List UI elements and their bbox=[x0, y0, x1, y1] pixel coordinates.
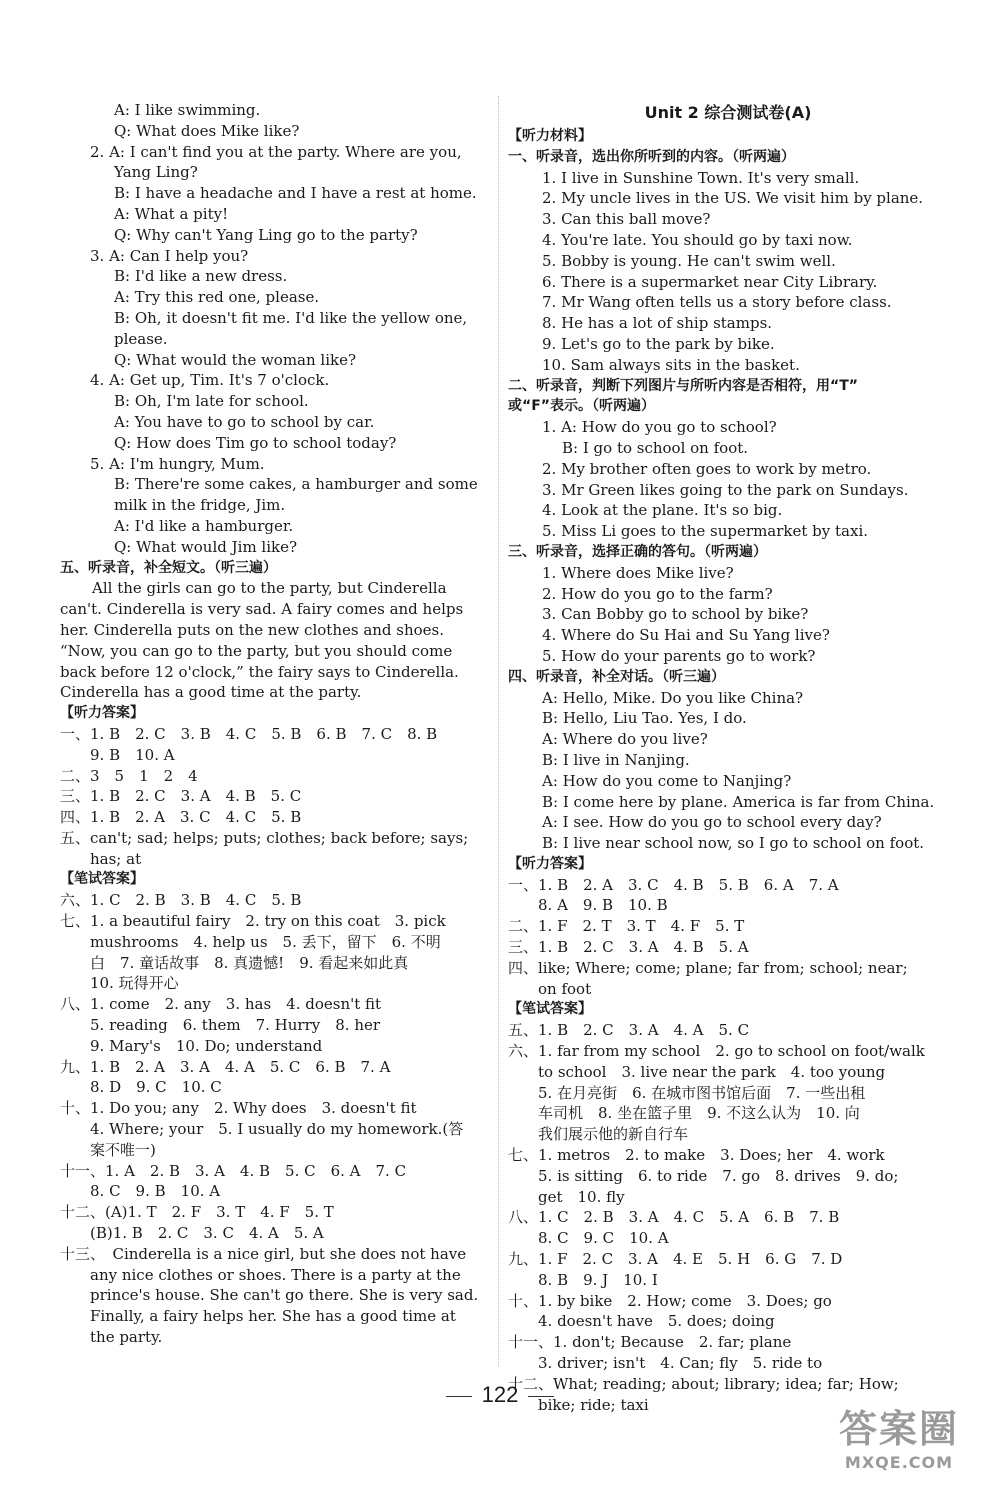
text-line: A: Where do you live? bbox=[542, 730, 708, 749]
text-line: any nice clothes or shoes. There is a party at the bbox=[90, 1265, 461, 1284]
text-line: B: I come here by plane. America is far from China. bbox=[542, 792, 935, 811]
text-line: her. Cinderella puts on the new clothes and shoes. bbox=[60, 620, 445, 639]
text-line: Q: How does Tim go to school today? bbox=[114, 433, 397, 452]
text-line: 10. 玩得开心 bbox=[90, 974, 179, 993]
text-line: 4. doesn't have 5. does; doing bbox=[538, 1312, 775, 1331]
text-line: 四、1. B 2. A 3. C 4. C 5. B bbox=[60, 808, 302, 827]
section-heading: 四、听录音，补全对话。（听三遍） bbox=[508, 668, 725, 685]
text-line: 七、1. a beautiful fairy 2. try on this coat 3. pick bbox=[60, 912, 446, 931]
text-line: Q: What does Mike like? bbox=[114, 121, 300, 140]
text-line: to school 3. live near the park 4. too young bbox=[538, 1062, 886, 1081]
section-heading: 【听力答案】 bbox=[60, 705, 144, 722]
text-line: B: Hello, Liu Tao. Yes, I do. bbox=[542, 709, 747, 728]
text-line: 一、1. B 2. C 3. B 4. C 5. B 6. B 7. C 8. B bbox=[60, 724, 438, 743]
text-line: 八、1. come 2. any 3. has 4. doesn't fit bbox=[60, 995, 382, 1014]
text-line: 9. B 10. A bbox=[90, 745, 175, 764]
text-line: 五、1. B 2. C 3. A 4. A 5. C bbox=[508, 1021, 750, 1040]
text-line: 十一、1. A 2. B 3. A 4. B 5. C 6. A 7. C bbox=[60, 1161, 407, 1180]
text-line: the party. bbox=[90, 1328, 163, 1347]
text-line: 6. There is a supermarket near City Library. bbox=[542, 272, 878, 291]
text-line: 二、3 5 1 2 4 bbox=[60, 766, 198, 785]
watermark-url: MXQE.COM bbox=[844, 1453, 954, 1472]
text-line: 三、1. B 2. C 3. A 4. B 5. A bbox=[508, 938, 749, 957]
text-line: 3. Can this ball move? bbox=[542, 210, 711, 229]
text-line: “Now, you can go to the party, but you should come bbox=[60, 641, 453, 660]
text-line: Q: What would Jim like? bbox=[114, 537, 298, 556]
text-line: A: I'd like a hamburger. bbox=[114, 516, 294, 535]
text-line: 十三、 Cinderella is a nice girl, but she does not have bbox=[60, 1244, 467, 1263]
text-line: 六、1. far from my school 2. go to school on foot/walk bbox=[508, 1042, 925, 1061]
text-line: 5. How do your parents go to work? bbox=[542, 646, 816, 665]
text-line: has; at bbox=[90, 849, 142, 868]
text-line: Finally, a fairy helps her. She has a good time at bbox=[90, 1307, 456, 1326]
text-line: 白 7. 童话故事 8. 真遗憾! 9. 看起来如此真 bbox=[90, 953, 409, 972]
watermark bbox=[814, 1398, 984, 1472]
text-line: 一、1. B 2. A 3. C 4. B 5. B 6. A 7. A bbox=[508, 875, 839, 894]
text-line: 三、1. B 2. C 3. A 4. B 5. C bbox=[60, 787, 302, 806]
text-line: B: I have a headache and I have a rest at home. bbox=[114, 184, 477, 203]
page-number: 122 bbox=[430, 1382, 570, 1408]
text-line: 8. D 9. C 10. C bbox=[90, 1078, 222, 1097]
text-line: 8. He has a lot of ship stamps. bbox=[542, 314, 773, 333]
text-line: 五、can't; sad; helps; puts; clothes; back before; says; bbox=[60, 828, 469, 847]
right-column bbox=[508, 100, 948, 1415]
text-line: 车司机 8. 坐在篮子里 9. 不这么认为 10. 向 bbox=[538, 1104, 860, 1123]
text-line: 十二、(A)1. T 2. F 3. T 4. F 5. T bbox=[60, 1203, 334, 1222]
section-heading: 五、听录音，补全短文。（听三遍） bbox=[60, 559, 277, 576]
section-heading: 【笔试答案】 bbox=[60, 871, 144, 888]
text-line: 4. Where; your 5. I usually do my homework.(答 bbox=[90, 1120, 464, 1139]
text-line: A: How do you come to Nanjing? bbox=[542, 771, 792, 790]
text-line: 1. Where does Mike live? bbox=[542, 563, 734, 582]
text-line: 3. A: Can I help you? bbox=[90, 246, 249, 265]
text-line: All the girls can go to the party, but Cinderella bbox=[92, 579, 447, 598]
text-line: 九、1. F 2. C 3. A 4. E 5. H 6. G 7. D bbox=[508, 1250, 843, 1269]
text-line: mushrooms 4. help us 5. 丢下，留下 6. 不明 bbox=[90, 932, 441, 951]
text-line: B: I go to school on foot. bbox=[562, 438, 749, 457]
text-line: (B)1. B 2. C 3. C 4. A 5. A bbox=[90, 1224, 324, 1243]
text-line: 5. 在月亮街 6. 在城市图书馆后面 7. 一些出租 bbox=[538, 1083, 866, 1102]
text-line: Cinderella has a good time at the party. bbox=[60, 683, 362, 702]
text-line: 5. reading 6. them 7. Hurry 8. her bbox=[90, 1016, 381, 1035]
text-line: 9. Mary's 10. Do; understand bbox=[90, 1036, 323, 1055]
text-line: 9. Let's go to the park by bike. bbox=[542, 334, 775, 353]
text-line: prince's house. She can't go there. She is very sad. bbox=[90, 1286, 479, 1305]
text-line: B: I live near school now, so I go to school on foot. bbox=[542, 834, 925, 853]
section-heading: 一、听录音，选出你所听到的内容。（听两遍） bbox=[508, 148, 795, 165]
text-line: Q: Why can't Yang Ling go to the party? bbox=[114, 225, 418, 244]
text-line: 5. Bobby is young. He can't swim well. bbox=[542, 251, 836, 270]
text-line: 四、like; Where; come; plane; far from; school; near; bbox=[508, 958, 908, 977]
text-line: 1. I live in Sunshine Town. It's very small. bbox=[542, 168, 860, 187]
text-line: A: Hello, Mike. Do you like China? bbox=[542, 688, 804, 707]
text-line: 六、1. C 2. B 3. B 4. C 5. B bbox=[60, 891, 302, 910]
text-line: 1. A: How do you go to school? bbox=[542, 418, 777, 437]
text-line: 4. You're late. You should go by taxi now. bbox=[542, 230, 853, 249]
text-line: B: There're some cakes, a hamburger and some bbox=[114, 475, 478, 494]
text-line: 2. My uncle lives in the US. We visit him by plane. bbox=[542, 189, 924, 208]
text-line: A: Try this red one, please. bbox=[114, 288, 320, 307]
text-line: 8. C 9. B 10. A bbox=[90, 1182, 221, 1201]
text-line: B: I live in Nanjing. bbox=[542, 750, 690, 769]
unit-title: Unit 2 综合测试卷(A) bbox=[644, 103, 812, 122]
text-line: A: I see. How do you go to school every day? bbox=[542, 813, 882, 832]
text-line: 案不唯一) bbox=[90, 1140, 156, 1159]
text-line: 十、1. by bike 2. How; come 3. Does; go bbox=[508, 1291, 832, 1310]
text-line: 4. Look at the plane. It's so big. bbox=[542, 501, 783, 520]
text-line: 5. is sitting 6. to ride 7. go 8. drives 9. do; bbox=[538, 1166, 899, 1185]
section-heading: 二、听录音，判断下列图片与所听内容是否相符，用“T” bbox=[508, 377, 858, 394]
text-line: B: Oh, I'm late for school. bbox=[114, 392, 309, 411]
text-line: 8. B 9. J 10. I bbox=[538, 1270, 658, 1289]
text-line: 2. My brother often goes to work by metro. bbox=[542, 459, 872, 478]
text-line: Yang Ling? bbox=[114, 163, 198, 182]
left-column bbox=[60, 100, 492, 1348]
text-line: 七、1. metros 2. to make 3. Does; her 4. work bbox=[508, 1146, 885, 1165]
text-line: 3. Mr Green likes going to the park on Sundays. bbox=[542, 480, 909, 499]
text-line: can't. Cinderella is very sad. A fairy comes and helps bbox=[60, 600, 464, 619]
text-line: 3. Can Bobby go to school by bike? bbox=[542, 605, 809, 624]
column-divider bbox=[498, 96, 499, 1366]
text-line: Q: What would the woman like? bbox=[114, 350, 357, 369]
text-line: on foot bbox=[538, 979, 592, 998]
text-line: 3. driver; isn't 4. Can; fly 5. ride to bbox=[538, 1354, 823, 1373]
text-line: 7. Mr Wang often tells us a story before class. bbox=[542, 293, 892, 312]
text-line: 我们展示他的新自行车 bbox=[538, 1125, 689, 1144]
text-line: 十二、What; reading; about; library; idea; far; How; bbox=[508, 1374, 899, 1393]
text-line: bike; ride; taxi bbox=[538, 1395, 649, 1414]
text-line: 8. C 9. C 10. A bbox=[538, 1229, 669, 1248]
text-line: 4. Where do Su Hai and Su Yang live? bbox=[542, 626, 830, 645]
section-heading: 或“F”表示。（听两遍） bbox=[508, 398, 655, 415]
section-heading: 【听力材料】 bbox=[508, 128, 592, 144]
text-line: get 10. fly bbox=[538, 1187, 625, 1206]
text-line: 5. Miss Li goes to the supermarket by taxi. bbox=[542, 522, 869, 541]
text-line: 十一、1. don't; Because 2. far; plane bbox=[508, 1333, 792, 1352]
text-line: B: I'd like a new dress. bbox=[114, 267, 288, 286]
text-line: A: You have to go to school by car. bbox=[114, 412, 375, 431]
text-line: 2. A: I can't find you at the party. Where are you, bbox=[90, 142, 462, 161]
section-heading: 【笔试答案】 bbox=[508, 1001, 592, 1018]
text-line: 8. A 9. B 10. B bbox=[538, 896, 668, 915]
text-line: 九、1. B 2. A 3. A 4. A 5. C 6. B 7. A bbox=[60, 1057, 391, 1076]
section-heading: 【听力答案】 bbox=[508, 855, 592, 872]
text-line: back before 12 o'clock,” the fairy says to Cinderella. bbox=[60, 662, 459, 681]
text-line: please. bbox=[114, 329, 168, 348]
text-line: B: Oh, it doesn't fit me. I'd like the yellow one, bbox=[114, 308, 468, 327]
text-line: 5. A: I'm hungry, Mum. bbox=[90, 454, 265, 473]
text-line: 2. How do you go to the farm? bbox=[542, 584, 773, 603]
text-line: milk in the fridge, Jim. bbox=[114, 496, 286, 515]
text-line: 二、1. F 2. T 3. T 4. F 5. T bbox=[508, 917, 745, 936]
text-line: A: I like swimming. bbox=[114, 101, 261, 119]
section-heading: 三、听录音，选择正确的答句。（听两遍） bbox=[508, 543, 767, 560]
text-line: A: What a pity! bbox=[114, 204, 229, 223]
text-line: 十、1. Do you; any 2. Why does 3. doesn't fit bbox=[60, 1099, 417, 1118]
watermark-logo: 答案圈 bbox=[838, 1407, 959, 1451]
text-line: 10. Sam always sits in the basket. bbox=[542, 355, 800, 374]
text-line: 4. A: Get up, Tim. It's 7 o'clock. bbox=[90, 371, 330, 390]
text-line: 八、1. C 2. B 3. A 4. C 5. A 6. B 7. B bbox=[508, 1208, 840, 1227]
